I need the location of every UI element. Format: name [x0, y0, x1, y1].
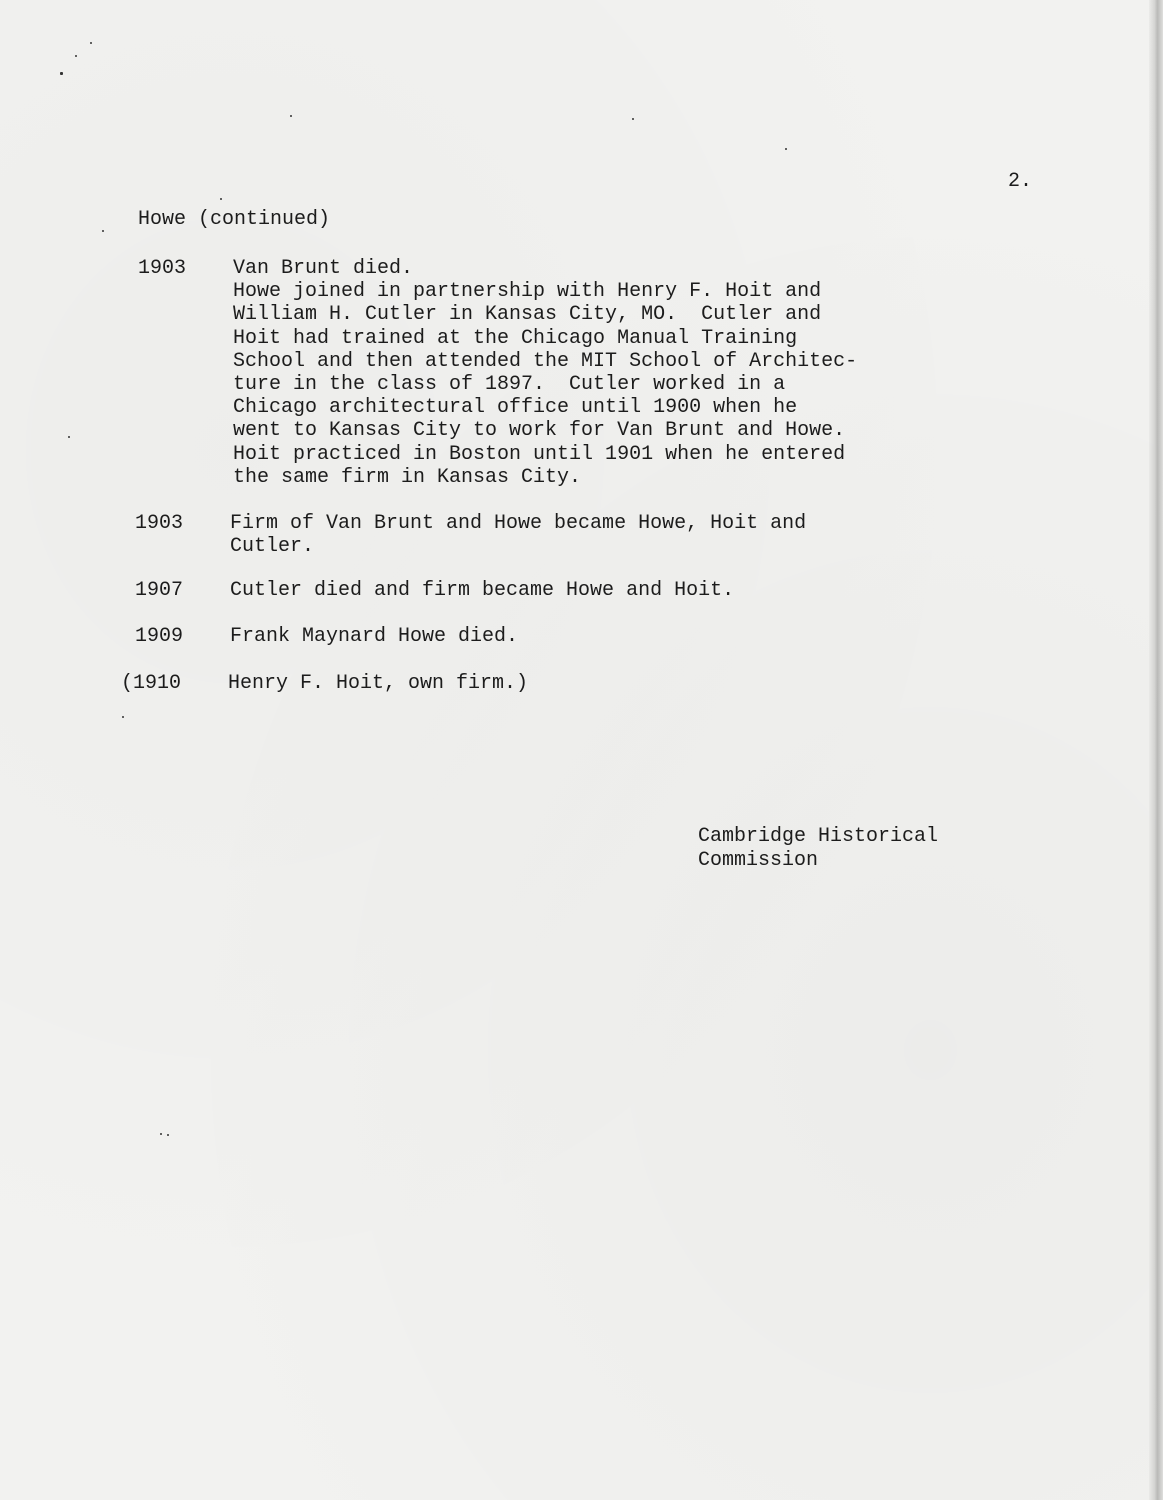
scan-speck [60, 72, 63, 75]
scan-speck [220, 198, 222, 200]
entry-text-line: Howe joined in partnership with Henry F. Hoit and [233, 280, 822, 304]
signature-line: Cambridge Historical [698, 825, 939, 848]
scan-speck [68, 436, 70, 438]
entry-text [233, 257, 993, 489]
entry-text [230, 625, 990, 648]
entry-text-line: School and then attended the MIT School of Architec- [233, 349, 858, 373]
entry-year: 1907 [135, 579, 184, 602]
entry-year: (1910 [121, 672, 182, 695]
entry-text [230, 512, 990, 558]
entry-text-line: William H. Cutler in Kansas City, MO. Cutler and [233, 303, 822, 327]
entry-text-line: the same firm in Kansas City. [233, 465, 582, 489]
scan-speck [167, 1134, 169, 1136]
entry-text [230, 579, 990, 602]
entry-text-line: Van Brunt died. [233, 257, 414, 280]
entry-text-line: Hoit practiced in Boston until 1901 when he entered [233, 442, 846, 466]
entry-text [228, 672, 988, 695]
scan-speck [90, 42, 92, 44]
section-heading: Howe (continued) [138, 208, 331, 231]
entry-text-line: ture in the class of 1897. Cutler worked in a [233, 373, 786, 397]
entry-text-line: Cutler died and firm became Howe and Hoit. [230, 579, 735, 602]
scan-speck [75, 55, 77, 57]
entry-text-line: Henry F. Hoit, own firm.) [228, 672, 529, 695]
entry-text-line: Chicago architectural office until 1900 when he [233, 396, 798, 420]
entry-text-line: Hoit had trained at the Chicago Manual Training [233, 326, 798, 350]
entry-year: 1909 [135, 625, 184, 648]
scan-speck [122, 716, 124, 718]
entry-text-line: went to Kansas City to work for Van Brunt and Howe. [233, 419, 846, 443]
signature-line: Commission [698, 849, 819, 872]
entry-text-line: Frank Maynard Howe died. [230, 625, 519, 648]
entry-text-line: Firm of Van Brunt and Howe became Howe, Hoit and [230, 512, 807, 535]
page-number: 2. [1008, 170, 1033, 193]
signature-block [698, 825, 938, 873]
scan-speck [160, 1133, 162, 1135]
page-edge-shadow [1149, 0, 1163, 1500]
scan-speck [632, 118, 634, 120]
entry-text-line: Cutler. [230, 535, 315, 559]
scan-speck [102, 230, 104, 232]
entry-year: 1903 [135, 512, 184, 535]
scan-speck [785, 148, 787, 150]
entry-year: 1903 [138, 257, 187, 280]
scan-speck [290, 115, 292, 117]
